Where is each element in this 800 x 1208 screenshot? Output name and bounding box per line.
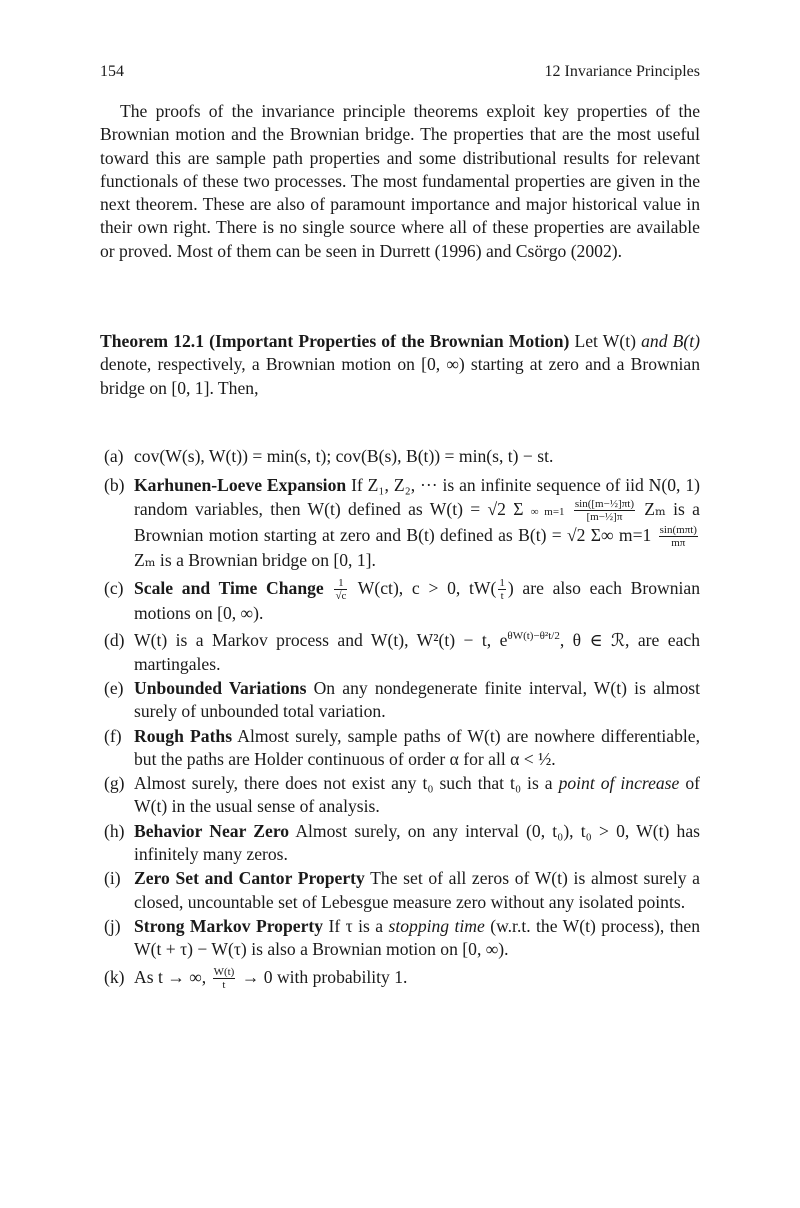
property-g bbox=[100, 772, 700, 819]
item-label: (h) bbox=[104, 820, 125, 841]
fraction-numerator: 1 bbox=[499, 577, 505, 590]
theorem-title: (Important Properties of the Brownian Motion) bbox=[209, 331, 570, 351]
item-text: The set of all zeros of W(t) is almost surely a closed, uncountable set of Lebesgue measure zero without any isolated points. bbox=[134, 868, 700, 912]
fraction-numerator: sin([m−½]πt) bbox=[574, 498, 634, 511]
fraction bbox=[498, 577, 506, 602]
theorem-text-b: and B(t) bbox=[641, 331, 700, 351]
item-title: Behavior Near Zero bbox=[134, 820, 290, 841]
item-label: (e) bbox=[104, 677, 124, 698]
item-text: (w.r.t. the W(t) process), then W(t + τ) − W(τ) is also a Brownian motion on [0, ∞). bbox=[134, 915, 701, 960]
item-title: Unbounded Variations bbox=[134, 677, 307, 698]
property-e bbox=[100, 677, 700, 724]
item-text: , θ ∈ ℛ, are each martingales. bbox=[134, 630, 700, 674]
fraction bbox=[334, 577, 347, 602]
fraction bbox=[659, 524, 698, 549]
item-text: B(t) = √2 Σ∞ m=1 bbox=[518, 524, 652, 545]
item-title: Scale and Time Change bbox=[134, 577, 324, 598]
item-text: If τ is a bbox=[328, 915, 384, 936]
property-f bbox=[100, 725, 700, 772]
item-title: Zero Set and Cantor Property bbox=[134, 868, 365, 889]
item-text: Almost surely, on any interval (0, t₀), t₀ > 0, W(t) has infinitely many zeros. bbox=[134, 820, 700, 865]
item-title: Karhunen-Loeve Expansion bbox=[134, 475, 347, 496]
item-title: Rough Paths bbox=[134, 725, 233, 746]
fraction bbox=[574, 498, 635, 523]
item-text: W(ct), c > 0, tW( bbox=[357, 577, 497, 598]
exponent: θW(t)−θ²t/2 bbox=[507, 630, 560, 643]
fraction-denominator: [m−½]π bbox=[586, 511, 623, 524]
item-label: (a) bbox=[104, 446, 124, 466]
item-text: On any nondegenerate finite interval, W(t) is almost surely of unbounded total variation. bbox=[134, 677, 700, 722]
item-label: (f) bbox=[104, 725, 122, 746]
intro-paragraph: The proofs of the invariance principle theorems exploit key properties of the Brownian motion and the Brownian bridge. The properties that are the most useful toward this are sample path properties and some distributional results for relevant functionals of these two processes. The most fundamental properties are given in the next theorem. These are also of paramount importance and major historical value in their own right. There is no single source where all of these properties are available or proved. Most of them can be seen in Durrett (1996) and Csörgo (2002). bbox=[100, 101, 700, 261]
item-text: of W(t) in the usual sense of analysis. bbox=[134, 773, 700, 817]
sum-limits: ∞ m=1 bbox=[530, 505, 565, 518]
fraction-denominator: t bbox=[222, 979, 226, 991]
item-label: (g) bbox=[104, 773, 125, 794]
page-number: 154 bbox=[100, 63, 124, 80]
item-label: (k) bbox=[104, 966, 125, 987]
item-text: If Z₁, Z₂, ··· is an infinite sequence of iid N(0, 1) random variables, then W(t) defined as W(t) = √2 Σ bbox=[134, 475, 700, 519]
item-text: cov(W(s), W(t)) = min(s, t); cov(B(s), B(t)) = min(s, t) − st. bbox=[134, 446, 554, 466]
item-text: Almost surely, there does not exist any t₀ such that t₀ is a bbox=[134, 773, 553, 794]
item-label: (b) bbox=[104, 475, 125, 496]
property-i bbox=[100, 867, 700, 914]
fraction-numerator: sin(mπt) bbox=[659, 524, 697, 537]
running-header bbox=[100, 63, 700, 81]
theorem-statement bbox=[100, 330, 700, 400]
item-text: W(t) is a Markov process and W(t), W²(t) − t, e bbox=[134, 630, 508, 651]
item-text: As t → ∞, bbox=[134, 966, 207, 987]
property-b bbox=[100, 474, 700, 572]
property-a bbox=[100, 445, 700, 468]
item-text: Almost surely, sample paths of W(t) are nowhere differentiable, but the paths are Holder continuous of order α for all α < ½. bbox=[134, 725, 700, 769]
item-text: → 0 with probability 1. bbox=[241, 966, 408, 987]
property-j bbox=[100, 915, 700, 962]
item-text: ) are also each Brownian motions on [0, ∞). bbox=[134, 577, 700, 624]
item-title: Strong Markov Property bbox=[134, 915, 324, 936]
theorem-label: Theorem 12.1 bbox=[100, 331, 204, 351]
item-emphasis: stopping time bbox=[388, 915, 485, 936]
property-c bbox=[100, 577, 700, 626]
fraction-denominator: t bbox=[500, 590, 504, 603]
theorem-text-a: Let W(t) bbox=[574, 331, 636, 351]
property-h bbox=[100, 820, 700, 867]
item-label: (d) bbox=[104, 630, 125, 651]
fraction-numerator: 1 bbox=[334, 577, 347, 590]
fraction bbox=[213, 966, 236, 991]
item-label: (i) bbox=[104, 868, 121, 889]
theorem-text-c: denote, respectively, a Brownian motion on [0, ∞) starting at zero and a Brownian bridge on [0, 1]. Then, bbox=[100, 354, 700, 398]
fraction-denominator: mπ bbox=[671, 537, 686, 550]
property-list bbox=[100, 445, 700, 992]
chapter-title: 12 Invariance Principles bbox=[544, 63, 700, 80]
property-k bbox=[100, 966, 700, 991]
fraction-numerator: W(t) bbox=[213, 966, 235, 978]
item-text: Zₘ is a Brownian bridge on [0, 1]. bbox=[134, 550, 376, 571]
item-label: (j) bbox=[104, 915, 121, 936]
property-d bbox=[100, 629, 700, 676]
item-emphasis: point of increase bbox=[558, 773, 680, 794]
item-text: Zₘ is a Brownian motion starting at zero and B(t) defined as bbox=[134, 498, 700, 545]
fraction-denominator: √c bbox=[335, 590, 347, 603]
item-label: (c) bbox=[104, 577, 124, 598]
